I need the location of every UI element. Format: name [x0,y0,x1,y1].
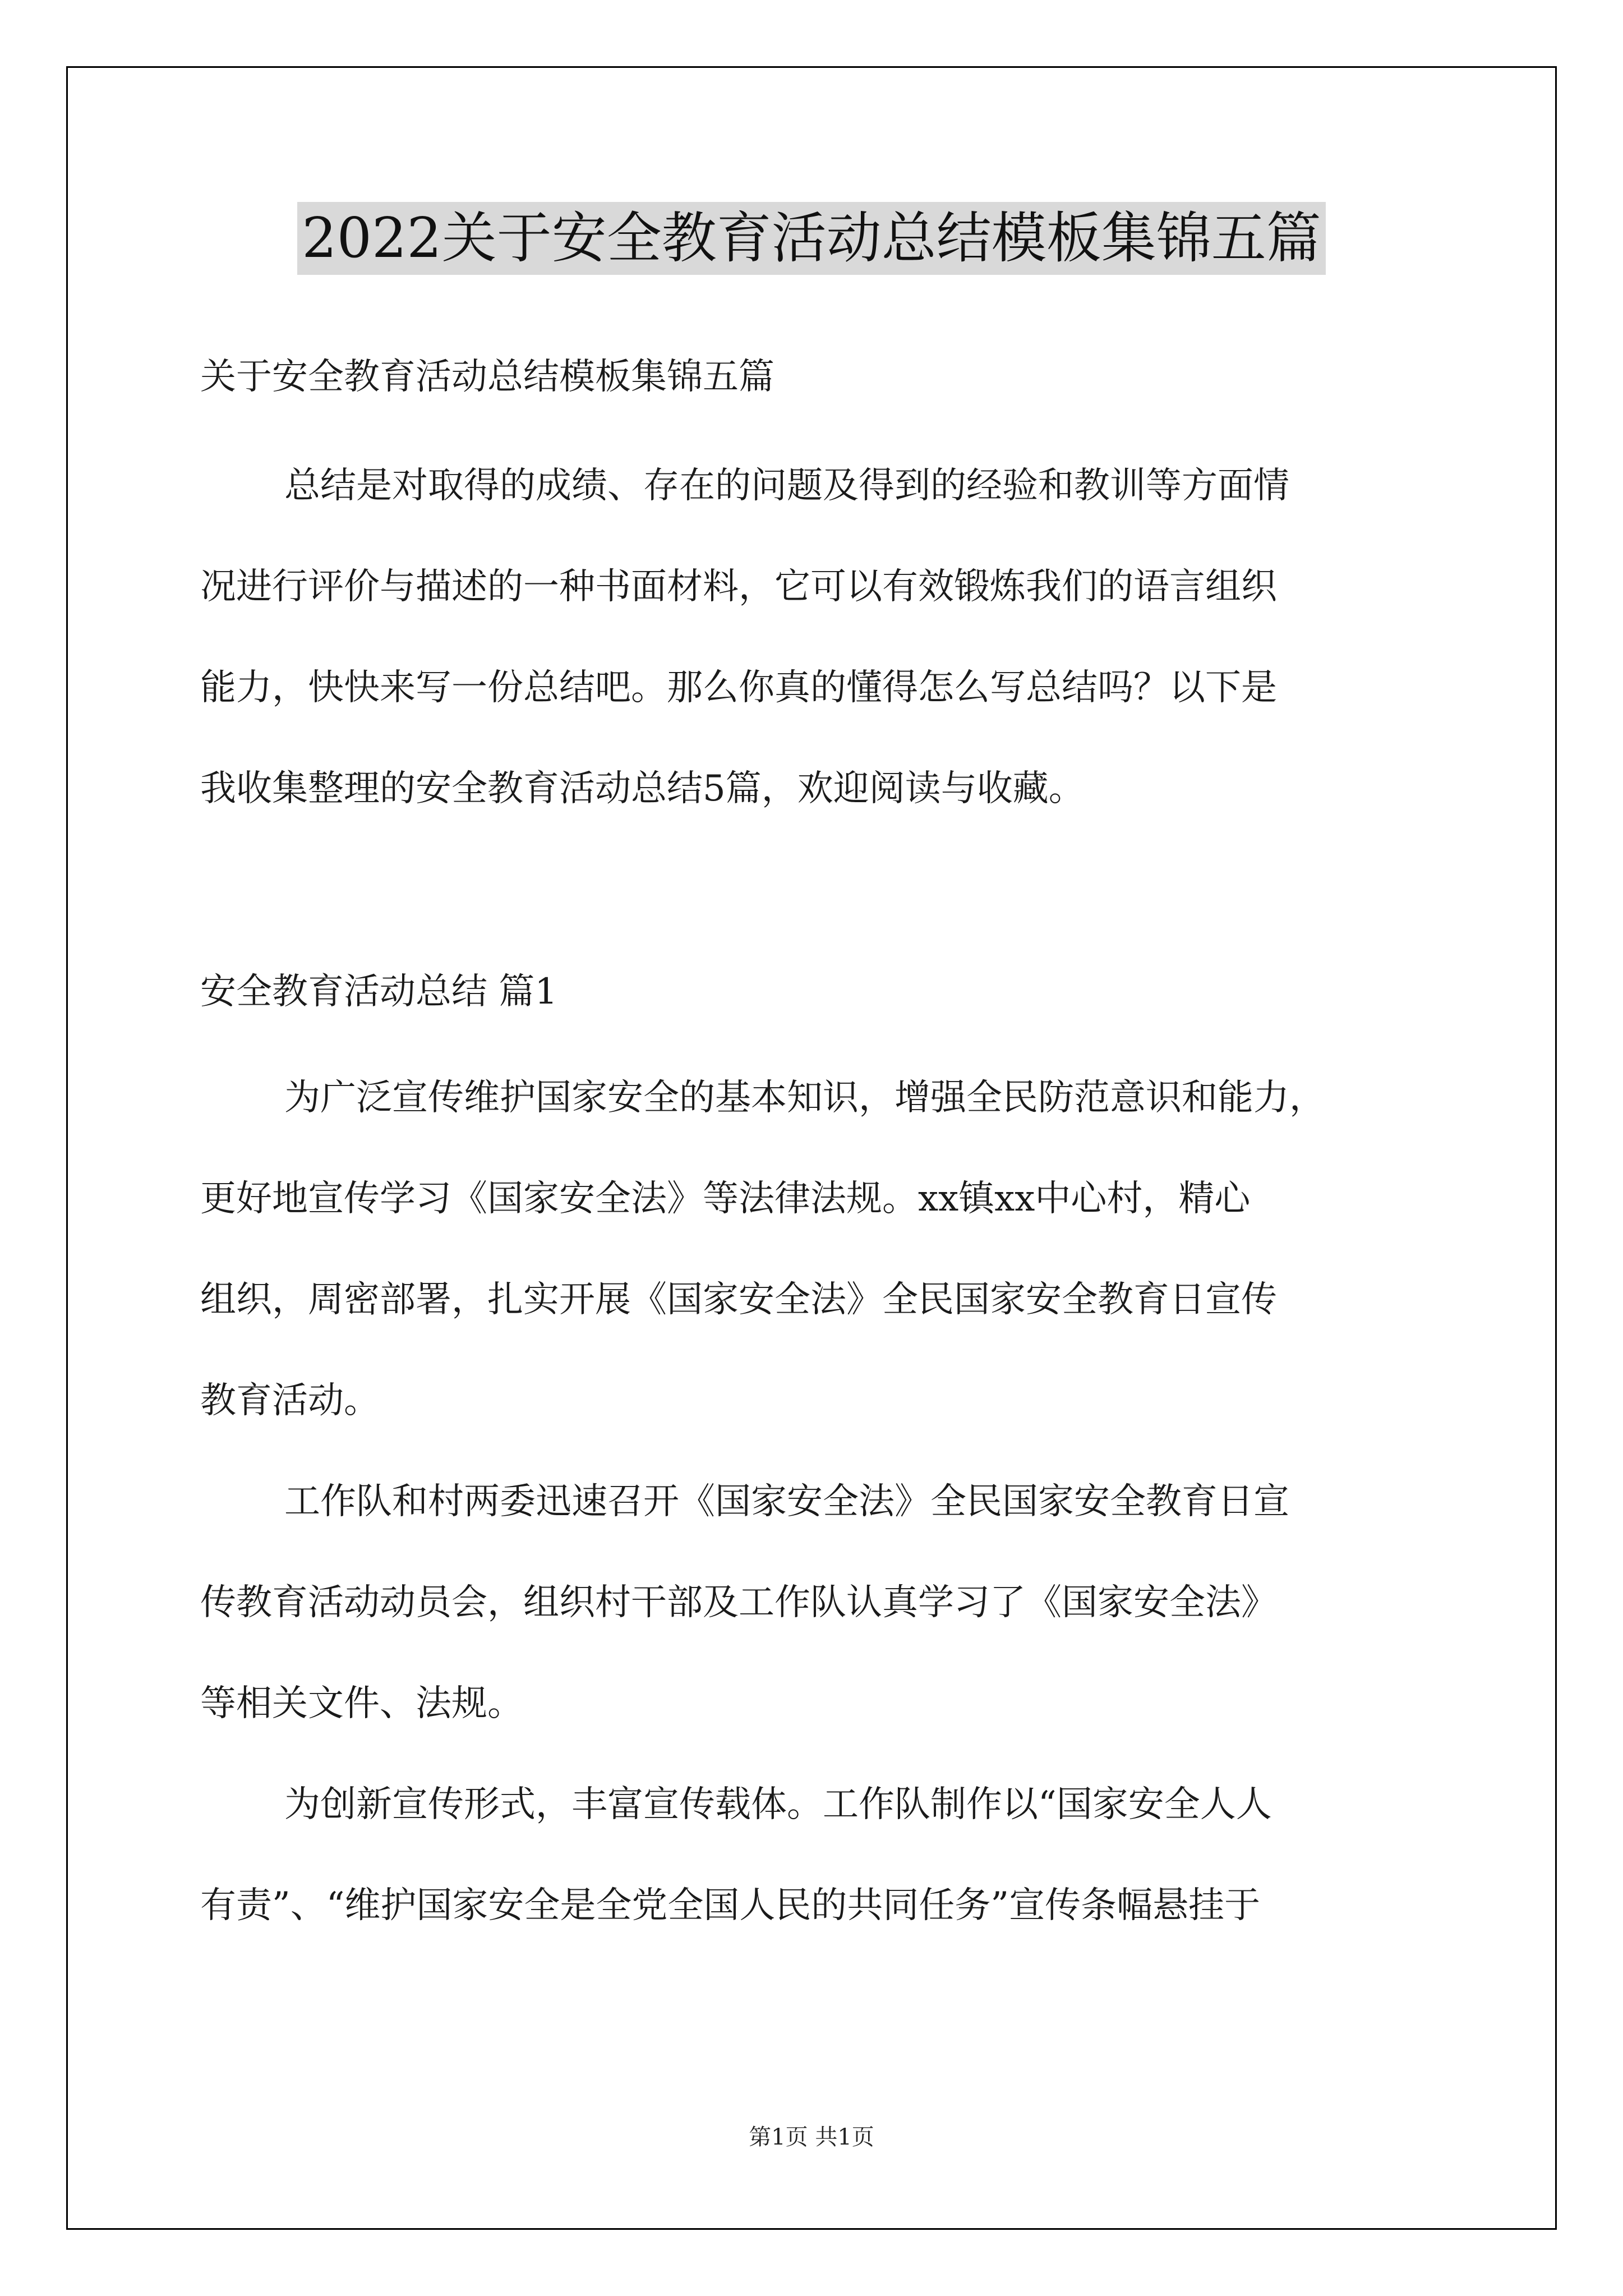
paragraph-line: 工作队和村两委迅速召开《国家安全法》全民国家安全教育日宣 [284,1481,1289,1522]
page-footer: 第1页 共1页 [749,2124,874,2150]
paragraph-line: 更好地宣传学习《国家安全法》等法律法规。xx镇xx中心村，精心 [200,1178,1251,1220]
paragraph-line: 为广泛宣传维护国家安全的基本知识，增强全民防范意识和能力， [284,1077,1325,1119]
intro-line: 总结是对取得的成绩、存在的问题及得到的经验和教训等方面情 [284,465,1289,507]
intro-line: 能力，快快来写一份总结吧。那么你真的懂得怎么写总结吗？以下是 [200,667,1277,708]
paragraph-line: 组织，周密部署，扎实开展《国家安全法》全民国家安全教育日宣传 [200,1279,1277,1320]
document-title: 2022关于安全教育活动总结模板集锦五篇 [297,202,1325,275]
paragraph-line: 等相关文件、法规。 [200,1683,523,1724]
paragraph-line: 教育活动。 [200,1380,380,1421]
intro-line: 况进行评价与描述的一种书面材料，它可以有效锻炼我们的语言组织 [200,566,1277,608]
paragraph-line: 为创新宣传形式，丰富宣传载体。工作队制作以“国家安全人人 [284,1784,1272,1825]
paragraph-line: 有责”、“维护国家安全是全党全国人民的共同任务”宣传条幅悬挂于 [200,1885,1261,1926]
document-subtitle: 关于安全教育活动总结模板集锦五篇 [200,356,774,398]
section-heading: 安全教育活动总结 篇1 [200,971,558,1013]
paragraph-line: 传教育活动动员会，组织村干部及工作队认真学习了《国家安全法》 [200,1582,1277,1623]
intro-line: 我收集整理的安全教育活动总结5篇，欢迎阅读与收藏。 [200,768,1085,809]
title-container [0,202,1623,275]
